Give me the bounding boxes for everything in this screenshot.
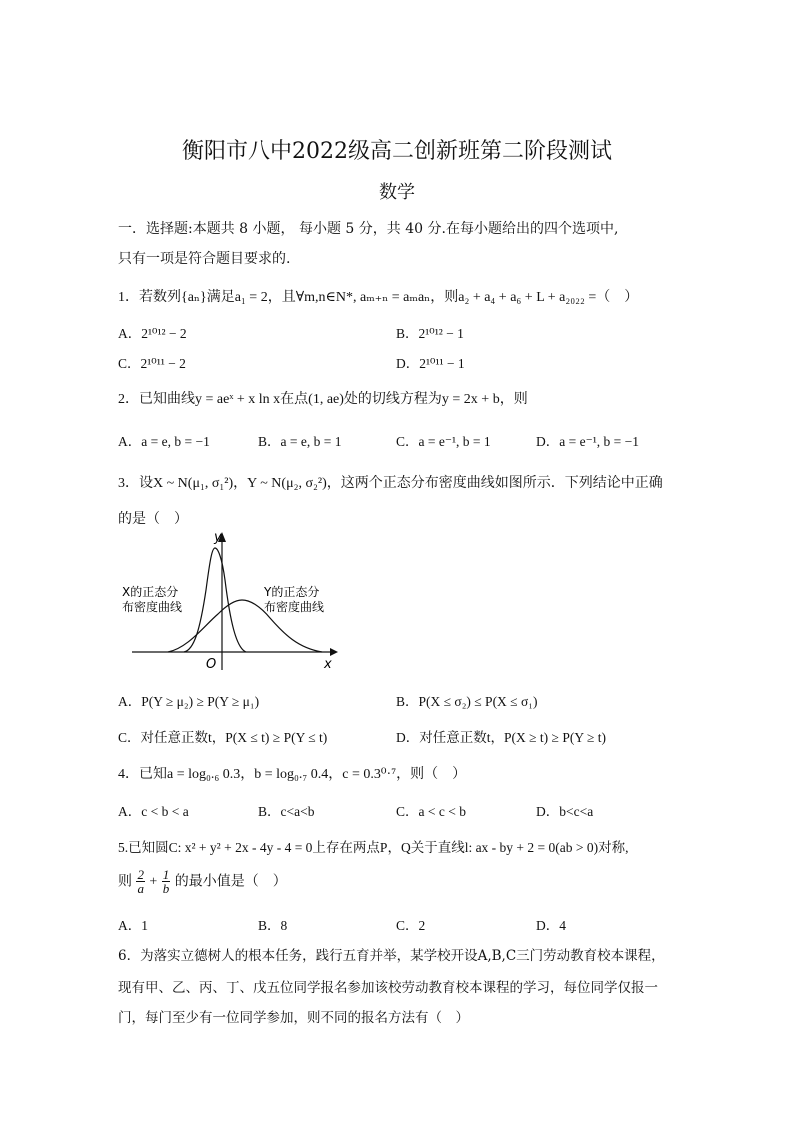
fraction-2-denominator: b: [162, 881, 170, 896]
q3-option-d: D．对任意正数t，P(X ≥ t) ≥ P(Y ≥ t): [396, 730, 606, 745]
y-axis-label: y: [214, 530, 222, 545]
fraction-1-denominator: a: [137, 881, 144, 896]
normal-distribution-figure: [118, 530, 348, 676]
q5-stem-line1: 5.已知圆C: x² + y² + 2x - 4y - 4 = 0上存在两点P，Q关于直线l: ax - by + 2 = 0(ab > 0)对称,: [118, 840, 629, 855]
q2-stem: 2．已知曲线y = aeˣ + x ln x在点(1, ae)处的切线方程为y = 2x + b，则: [118, 392, 528, 407]
section-instructions-line2: 只有一项是符合题目要求的.: [118, 251, 291, 267]
q3-option-b: B．P(X ≤ σ₂) ≤ P(X ≤ σ₁): [396, 694, 538, 709]
q5-option-b: B．8: [258, 918, 288, 933]
q3-option-a: A．P(Y ≥ μ₂) ≥ P(Y ≥ μ₁): [118, 694, 260, 709]
q6-stem-line2: 现有甲、乙、丙、丁、戊五位同学报名参加该校劳动教育校本课程的学习，每位同学仅报一: [118, 980, 658, 996]
q2-option-a: A．a = e, b = −1: [118, 434, 210, 449]
q5-stem-suffix: 的最小值是（ ）: [174, 873, 287, 890]
q5-option-c: C．2: [396, 918, 426, 933]
fraction-1-numerator: 2: [137, 867, 144, 882]
q4-option-d: D．b<c<a: [536, 804, 594, 819]
q3-option-c: C．对任意正数t，P(X ≤ t) ≥ P(Y ≤ t): [118, 730, 328, 745]
q1-option-a: A．2¹⁰¹² − 2: [118, 326, 187, 341]
section-instructions-line1: 一．选择题:本题共 8 小题， 每小题 5 分，共 40 分.在每小题给出的四个选项中,: [118, 221, 619, 237]
q4-option-b: B．c<a<b: [258, 804, 315, 819]
y-curve-label-line2: 布密度曲线: [264, 600, 325, 614]
q4-option-a: A．c < b < a: [118, 804, 189, 819]
q1-option-d: D．2¹⁰¹¹ − 1: [396, 356, 465, 371]
q1-stem: 1．若数列{aₙ}满足a₁ = 2，且∀m,n∈N*, aₘ₊ₙ = aₘaₙ，则a₂ + a₄ + a₆ + L + a₂₀₂₂ =（ ）: [118, 290, 639, 305]
x-axis-arrow-icon: [330, 648, 338, 656]
q2-option-b: B．a = e, b = 1: [258, 434, 342, 449]
q5-option-d: D．4: [536, 918, 566, 933]
q6-stem-line3: 门，每门至少有一位同学参加，则不同的报名方法有（ ）: [118, 1010, 469, 1026]
x-curve-label-line1: X的正态分: [122, 585, 179, 599]
q2-option-c: C．a = e⁻¹, b = 1: [396, 434, 491, 449]
q4-stem: 4．已知a = log₀.₆ 0.3，b = log₀.₇ 0.4，c = 0.3⁰·⁷，则（ ）: [118, 767, 467, 782]
q4-option-c: C．a < c < b: [396, 804, 466, 819]
q5-plus: +: [149, 874, 158, 890]
x-density-curve: [184, 548, 246, 652]
fraction-2-numerator: 1: [162, 867, 170, 882]
q3-stem-line2: 的是（ ）: [118, 511, 188, 527]
q1-option-c: C．2¹⁰¹¹ − 2: [118, 356, 186, 371]
subject-title: 数学: [379, 182, 415, 203]
q1-option-b: B．2¹⁰¹² − 1: [396, 326, 464, 341]
fraction-1-over-b: [162, 868, 171, 895]
q5-stem-line2: [118, 868, 287, 895]
fraction-2-over-a: [136, 868, 145, 895]
q2-option-d: D．a = e⁻¹, b = −1: [536, 434, 639, 449]
origin-label: O: [206, 657, 217, 672]
q5-stem-prefix: 则: [118, 873, 132, 890]
x-curve-label-line2: 布密度曲线: [122, 600, 183, 614]
y-curve-label-line1: Y的正态分: [264, 585, 320, 599]
x-axis-label: x: [324, 657, 332, 672]
q5-option-a: A．1: [118, 918, 148, 933]
page-title: 衡阳市八中2022级高二创新班第二阶段测试: [182, 139, 612, 164]
q6-stem-line1: 6．为落实立德树人的根本任务，践行五育并举，某学校开设A,B,C三门劳动教育校本课程，: [118, 948, 665, 964]
q3-stem-line1: 3．设X ~ N(μ₁, σ₁²)，Y ~ N(μ₂, σ₂²)，这两个正态分布密度曲线如图所示．下列结论中正确: [118, 476, 663, 491]
